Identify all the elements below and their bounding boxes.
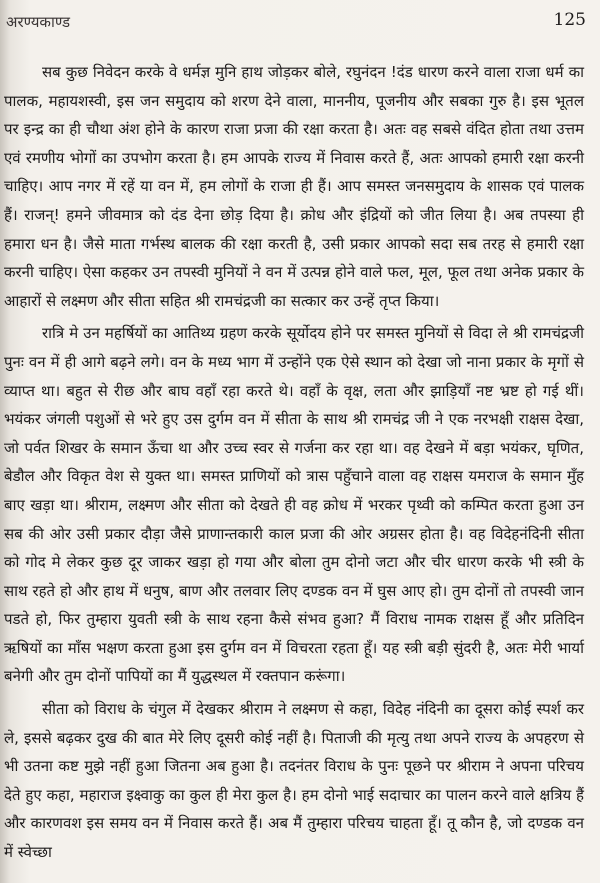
paragraph-3: सीता को विराध के चंगुल में देखकर श्रीराम ने लक्ष्मण से कहा, विदेह नंदिनी का दूसरा कोई स्पर्श कर ले, इससे बढ़कर दुख की बात मेरे लिए दूसरी कोई नहीं है। पिताजी की मृत्यु तथा अपने राज्य के अपहरण से भी उतना कष्ट मुझे नहीं हुआ जितना अब हुआ है। तदनंतर विराध के पुनः पूछने पर श्रीराम ने अपना परिचय देते हुए कहा, महाराज इक्ष्वाकु का कुल ही मेरा कुल है। हम दोनो भाई सदाचार का पालन करने वाले क्षत्रिय हैं और कारणवश इस समय वन में निवास करते हैं। अब मैं तुम्हारा परिचय चाहता हूँ। तू कौन है, जो दण्डक वन में स्वेच्छा [4, 700, 584, 862]
page-header [6, 8, 586, 34]
page-number: 125 [553, 10, 586, 30]
paragraph-2: रात्रि मे उन महर्षियों का आतिथ्य ग्रहण करके सूर्योदय होने पर समस्त मुनियों से विदा ले श्री रामचंद्रजी पुनः वन में ही आगे बढ़ने लगे। वन के मध्य भाग में उन्होंने एक ऐसे स्थान को देखा जो नाना प्रकार के मृगों से व्याप्त था। बहुत से रीछ और बाघ वहाँ रहा करते थे। वहाँ के वृक्ष, लता और झाड़ियाँ नष्ट भ्रष्ट हो गई थीं। भयंकर जंगली पशुओं से भरे हुए उस दुर्गम वन में सीता के साथ श्री रामचंद्र जी ने एक नरभक्षी राक्षस देखा, जो पर्वत शिखर के समान ऊँचा था और उच्च स्वर से गर्जना कर रहा था। वह देखने में बड़ा भयंकर, घृणित, बेडौल और विकृत वेश से युक्त था। समस्त प्राणियों को त्रास पहुँचाने वाला वह राक्षस यमराज के समान मुँह बाए खड़ा था। श्रीराम, लक्ष्मण और सीता को देखते ही वह क्रोध में भरकर पृथ्वी को कम्पित करता हुआ उन सब की ओर उसी प्रकार दौड़ा जैसे प्राणान्तकारी काल प्रजा की ओर अग्रसर होता है। वह विदेहनंदिनी सीता को गोद मे लेकर कुछ दूर जाकर खड़ा हो गया और बोला तुम दोनो जटा और चीर धारण करके भी स्त्री के साथ रहते हो और हाथ में धनुष, बाण और तलवार लिए दण्डक वन में घुस आए हो। तुम दोनों तो तपस्वी जान पडते हो, फिर तुम्हारा युवती स्त्री के साथ रहना कैसे संभव हुआ? मैं विराध नामक राक्षस हूँ और प्रतिदिन ऋषियों का माँस भक्षण करता हुआ इस दुर्गम वन में विचरता रहता हूँ। यह स्त्री बड़ी सुंदरी है, अतः मेरी भार्या बनेगी और तुम दोनों पापियों का मैं युद्धस्थल में रक्तपान करूंगा। [4, 324, 584, 686]
running-head: अरण्यकाण्ड [6, 13, 70, 31]
body-text [4, 58, 584, 871]
paragraph-1: सब कुछ निवेदन करके वे धर्मज्ञ मुनि हाथ जोड़कर बोले, रघुनंदन !दंड धारण करने वाला राजा धर्म का पालक, महायशस्वी, इस जन समुदाय को शरण देने वाला, माननीय, पूजनीय और सबका गुरु है। इस भूतल पर इन्द्र का ही चौथा अंश होने के कारण राजा प्रजा की रक्षा करता है। अतः वह सबसे वंदित होता तथा उत्तम एवं रमणीय भोगों का उपभोग करता है। हम आपके राज्य में निवास करते हैं, अतः आपको हमारी रक्षा करनी चाहिए। आप नगर में रहें या वन में, हम लोगों के राजा ही हैं। आप समस्त जनसमुदाय के शासक एवं पालक हैं। राजन्! हमने जीवमात्र को दंड देना छोड़ दिया है। क्रोध और इंद्रियों को जीत लिया है। अब तपस्या ही हमारा धन है। जैसे माता गर्भस्थ बालक की रक्षा करती है, उसी प्रकार आपको सदा सब तरह से हमारी रक्षा करनी चाहिए। ऐसा कहकर उन तपस्वी मुनियों ने वन में उत्पन्न होने वाले फल, मूल, फूल तथा अनेक प्रकार के आहारों से लक्ष्मण और सीता सहित श्री रामचंद्रजी का सत्कार कर उन्हें तृप्त किया। [4, 63, 584, 310]
